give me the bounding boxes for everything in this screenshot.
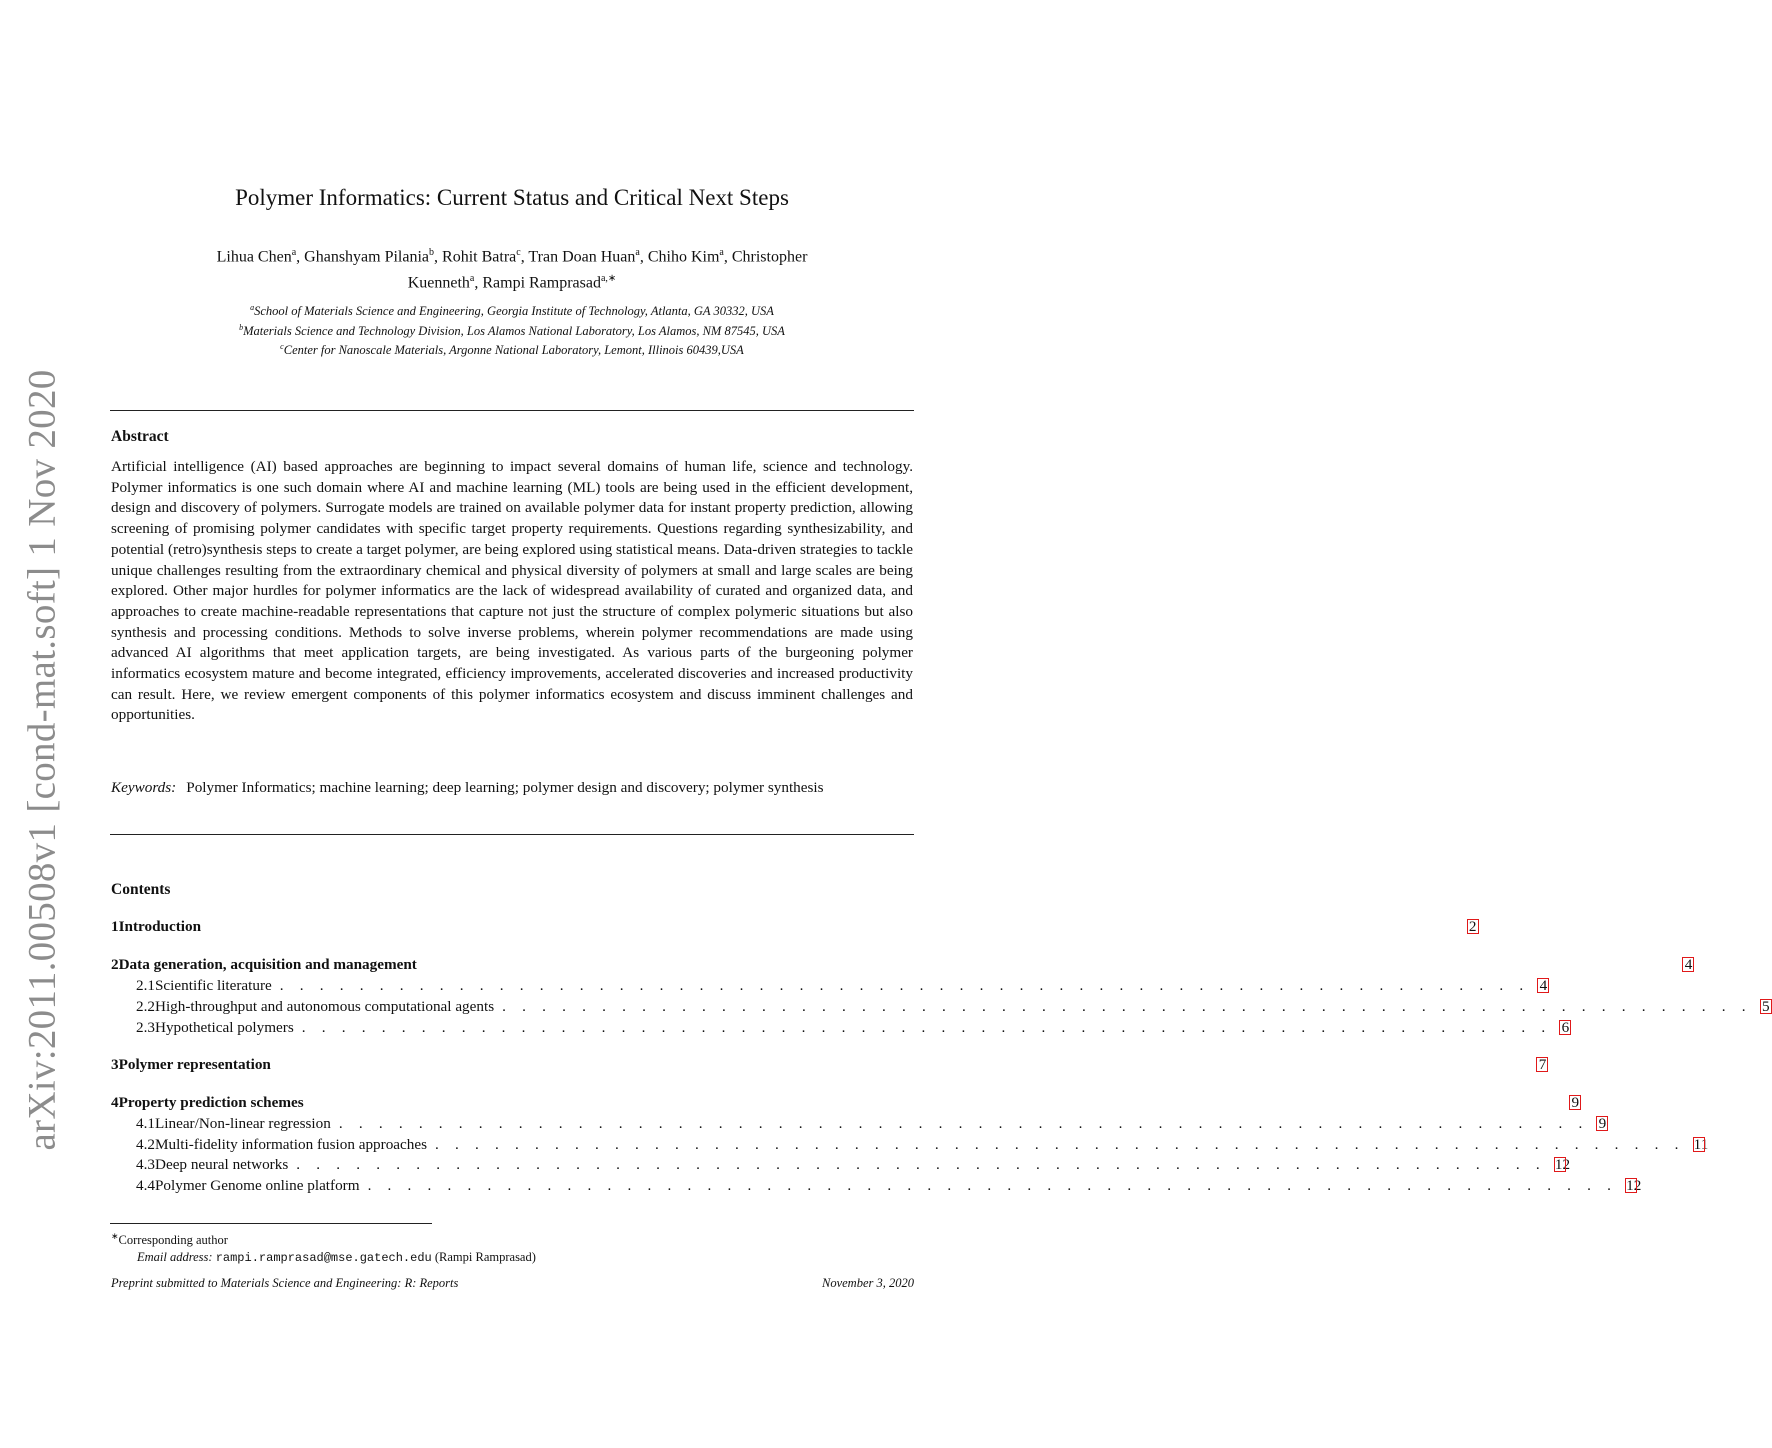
author-separator: ,: [474, 274, 483, 292]
arxiv-stamp: arXiv:2011.00508v1 [cond-mat.soft] 1 Nov 2020: [20, 369, 64, 1151]
email-label: Email address:: [137, 1249, 213, 1264]
paper-title: Polymer Informatics: Current Status and Critical Next Steps: [235, 185, 789, 210]
affiliation-text: Materials Science and Technology Division, Los Alamos National Laboratory, Los Alamos, NM 87545, USA: [243, 323, 785, 338]
affiliation-text: School of Materials Science and Engineering, Georgia Institute of Technology, Atlanta, GA 30332, USA: [254, 304, 774, 319]
preprint-note: Preprint submitted to Materials Science and Engineering: R: Reports: [111, 1276, 459, 1290]
toc-number: 4: [111, 1094, 119, 1111]
toc-page-link[interactable]: 5: [1760, 999, 1772, 1014]
toc-page-link[interactable]: 9: [1596, 1116, 1608, 1131]
email-link[interactable]: rampi.ramprasad@mse.gatech.edu: [215, 1250, 432, 1265]
affiliation-mark: b: [239, 322, 244, 332]
toc-title[interactable]: Data generation, acquisition and management: [118, 956, 417, 973]
author-name: Ghanshyam Pilania: [304, 248, 430, 266]
toc-subsection[interactable]: [111, 1115, 1607, 1136]
abstract-text: Artificial intelligence (AI) based approaches are beginning to impact several domains of human life, science and technology. Polymer informatics is one such domain where AI and machine learning (ML) tools are being used in the efficient development, design and discovery of polymers. Surrogate models are trained on available polymer data for instant property prediction, allowing screening of promising polymer candidates with specific target property requirements. Questions regarding synthesizability, and potential (retro)synthesis steps to create a target polymer, are being explored using statistical means. Data-driven strategies to tackle unique challenges resulting from the extraordinary chemical and physical diversity of polymers at small and large scales are being explored. Other major hurdles for polymer informatics are the lack of widespread availability of curated and organized data, and approaches to create machine-readable representations that capture not just the structure of complex polymeric situations but also synthesis and processing conditions. Methods to solve inverse problems, wherein polymer recommendations are made using advanced AI algorithms that meet application targets, are being investigated. As various parts of the burgeoning polymer informatics ecosystem mature and become integrated, efficiency improvements, accelerated discoveries and increased productivity can result. Here, we review emergent components of this polymer informatics ecosystem and discuss imminent challenges and opportunities.: [111, 458, 913, 724]
bottom-rule: [110, 834, 914, 835]
author-name: Tran Doan Huan: [528, 248, 636, 266]
toc-number: 2: [111, 956, 119, 973]
toc-title[interactable]: Property prediction schemes: [118, 1094, 304, 1111]
affiliations: [110, 300, 914, 359]
author-affiliation-mark: a: [719, 247, 724, 258]
toc-title[interactable]: Polymer representation: [118, 1056, 271, 1073]
toc-page-link[interactable]: 12: [1554, 1156, 1571, 1173]
toc-title[interactable]: Introduction: [118, 918, 202, 935]
toc-subsection[interactable]: [111, 977, 1548, 998]
toc-page-link[interactable]: 12: [1626, 1177, 1642, 1194]
toc-subsection[interactable]: [111, 1136, 1709, 1157]
toc-leader-dots: . . . . . . . . . . . . . . . . . . . . . . . . . . . . . . . . . . . . . . . . . . . . . . . . . . . . . . . . . . . . . . .: [367, 1177, 1618, 1194]
author-list: [140, 242, 884, 295]
author-separator: ,: [296, 248, 305, 266]
author-line-1: [140, 242, 884, 268]
toc-subsection[interactable]: [111, 1177, 1642, 1198]
toc-title[interactable]: Deep neural networks: [154, 1156, 289, 1173]
toc-title[interactable]: Multi-fidelity information fusion approaches: [154, 1136, 428, 1153]
toc-number: 4.3: [136, 1156, 155, 1173]
toc-leader-dots: . . . . . . . . . . . . . . . . . . . . . . . . . . . . . . . . . . . . . . . . . . . . . . . . . . . . . . . . . . . . . . .: [301, 1019, 1552, 1036]
toc-title[interactable]: Scientific literature: [154, 977, 272, 994]
affiliation-line: [110, 320, 914, 340]
toc-page-link[interactable]: 4: [1537, 978, 1549, 993]
toc-leader-dots: . . . . . . . . . . . . . . . . . . . . . . . . . . . . . . . . . . . . . . . . . . . . . . . . . . . . . . . . . . . . . . .: [502, 998, 1752, 1015]
preprint-date: November 3, 2020: [822, 1276, 914, 1290]
toc-leader-dots: . . . . . . . . . . . . . . . . . . . . . . . . . . . . . . . . . . . . . . . . . . . . . . . . . . . . . . . . . . . . . . .: [296, 1156, 1546, 1173]
toc-subsection[interactable]: [111, 998, 1770, 1019]
affiliation-mark: c: [280, 342, 284, 352]
toc-section[interactable]: [111, 956, 1693, 977]
author-name: Rohit Batra: [442, 248, 517, 266]
toc-title[interactable]: Hypothetical polymers: [154, 1019, 294, 1036]
toc-leader-dots: . . . . . . . . . . . . . . . . . . . . . . . . . . . . . . . . . . . . . . . . . . . . . . . . . . . . . . . . . . . . . . .: [279, 977, 1530, 994]
author-affiliation-mark: a,∗: [600, 273, 617, 285]
toc-number: 3: [111, 1056, 119, 1073]
toc-leader-dots: . . . . . . . . . . . . . . . . . . . . . . . . . . . . . . . . . . . . . . . . . . . . . . . . . . . . . . . . . . . . . . .: [435, 1136, 1685, 1153]
toc-number: 4.2: [136, 1136, 155, 1153]
keywords-label: Keywords:: [111, 779, 177, 796]
toc-section[interactable]: [111, 918, 1477, 939]
author-separator: ,: [434, 248, 443, 266]
toc-page-link[interactable]: 6: [1559, 1020, 1571, 1035]
keywords: [111, 778, 913, 799]
toc-section[interactable]: [111, 1056, 1547, 1077]
footnote: [111, 1228, 536, 1266]
toc-number: 2.3: [136, 1019, 155, 1036]
toc-number: 1: [111, 918, 119, 935]
author-separator: ,: [639, 248, 648, 266]
toc-subsection[interactable]: [111, 1019, 1570, 1040]
toc-subsection[interactable]: [111, 1156, 1571, 1177]
author-affiliation-mark: a: [291, 247, 297, 258]
email-owner: (Rampi Ramprasad): [434, 1249, 536, 1264]
footnote-mark: ∗: [111, 1231, 119, 1241]
abstract-heading: Abstract: [111, 428, 169, 445]
toc-number: 4.1: [136, 1115, 155, 1132]
author-affiliation-mark: b: [429, 247, 435, 258]
toc-page-link[interactable]: 2: [1467, 919, 1479, 934]
keywords-text: Polymer Informatics; machine learning; deep learning; polymer design and discovery; polymer synthesis: [186, 779, 824, 796]
top-rule: [110, 410, 914, 411]
author-separator: ,: [520, 248, 529, 266]
author-separator: ,: [723, 248, 732, 266]
author-affiliation-mark: c: [516, 247, 521, 258]
toc-page-link[interactable]: 7: [1536, 1057, 1548, 1072]
toc-number: 2.2: [136, 998, 155, 1015]
toc-title[interactable]: Polymer Genome online platform: [154, 1177, 360, 1194]
toc-page-link[interactable]: 9: [1569, 1095, 1581, 1110]
toc-page-link[interactable]: 4: [1682, 957, 1694, 972]
affiliation-mark: a: [250, 303, 255, 312]
toc-leader-dots: . . . . . . . . . . . . . . . . . . . . . . . . . . . . . . . . . . . . . . . . . . . . . . . . . . . . . . . . . . . . . . .: [338, 1115, 1589, 1132]
toc-title[interactable]: High-throughput and autonomous computational agents: [154, 998, 495, 1015]
author-name: Lihua Chen: [216, 248, 292, 266]
author-affiliation-mark: a: [635, 247, 640, 258]
author-name: Rampi Ramprasad: [482, 274, 601, 292]
footnote-rule: [110, 1223, 432, 1224]
toc-number: 2.1: [136, 977, 155, 994]
toc-page-link[interactable]: 11: [1693, 1136, 1709, 1153]
toc-number: 4.4: [136, 1177, 155, 1194]
toc-section[interactable]: [111, 1094, 1580, 1115]
contents-heading: Contents: [111, 881, 171, 898]
affiliation-line: [110, 339, 914, 359]
corresponding-author: Corresponding author: [118, 1233, 228, 1248]
author-affiliation-mark: a: [469, 273, 475, 285]
affiliation-line: [110, 300, 914, 320]
author-name: Christopher: [731, 248, 808, 266]
author-name: Chiho Kim: [647, 248, 720, 266]
toc-title[interactable]: Linear/Non-linear regression: [154, 1115, 331, 1132]
affiliation-text: Center for Nanoscale Materials, Argonne National Laboratory, Lemont, Illinois 60439,USA: [283, 343, 744, 358]
author-name: Kuenneth: [407, 274, 470, 292]
author-line-2: [140, 268, 884, 294]
